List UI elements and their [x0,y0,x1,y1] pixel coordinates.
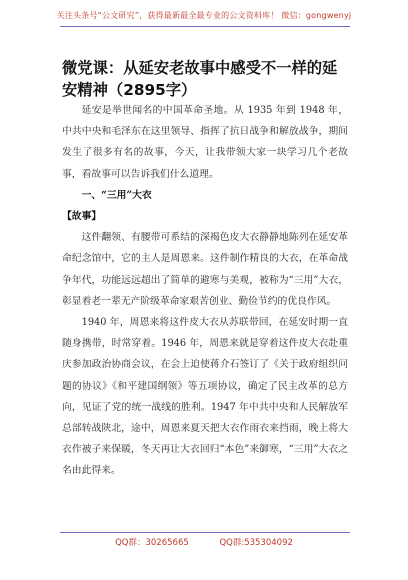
footer-qq-group-1: QQ群：30265665 [115,538,189,548]
footer-divider [60,532,350,533]
story-label-line [62,206,348,227]
header-divider [60,26,350,27]
intro-paragraph: 延安是举世闻名的中国革命圣地。从 1935 年到 1948 年，中共中央和毛泽东在这里领导、指挥了抗日战争和解放战争，期间发生了很多有名的故事，今天，让我带领大家一块学习几个老故事，看故事可以告诉我们什么道理。 [62,105,348,180]
section-heading: 一、“三用”大衣 [81,189,152,201]
footer-qq-group-2: QQ群:535304092 [219,538,293,548]
story-tag: 【故事】 [62,211,102,223]
footer [0,536,408,548]
header-banner: 关注头条号“公文研究”，获得最新最全最专业的公文资料库！ 微信：gongwenyj [56,11,352,20]
body-paragraph-2: 1940 年，周恩来将这件皮大衣从苏联带回，在延安时期一直随身携带，时常穿着。1946 年，周恩来就是穿着这件皮大衣赴重庆参加政治协商会议，在会上迫使蒋介石签订了《关于政府组织问题的协议》《和平建国纲领》等五项协议，确定了民主改革的总方向，见证了党的统一战线的胜利。1947 年中共中央和人民解放军总部转战陕北，途中，周恩来夏天把大衣作雨衣来挡雨，晚上将大衣作被子来保暖，冬天再让大衣回归“本色”来御寒，“三用”大衣之名由此得来。 [62,317,348,477]
body-paragraph-1: 这件翻领、有腰带可系结的深褐色皮大衣静静地陈列在延安革命纪念馆中，它的主人是周恩来。这件制作精良的大衣，在革命战争年代，功能远远超出了简单的避寒与美观，被称为“三用”大衣，彰显着老一辈无产阶级革命家艰苦创业、勤俭节约的优良作风。 [62,232,348,307]
document-body [62,100,348,482]
document-title: 微党课：从延安老故事中感受不一样的延安精神（2895字） [62,59,338,99]
